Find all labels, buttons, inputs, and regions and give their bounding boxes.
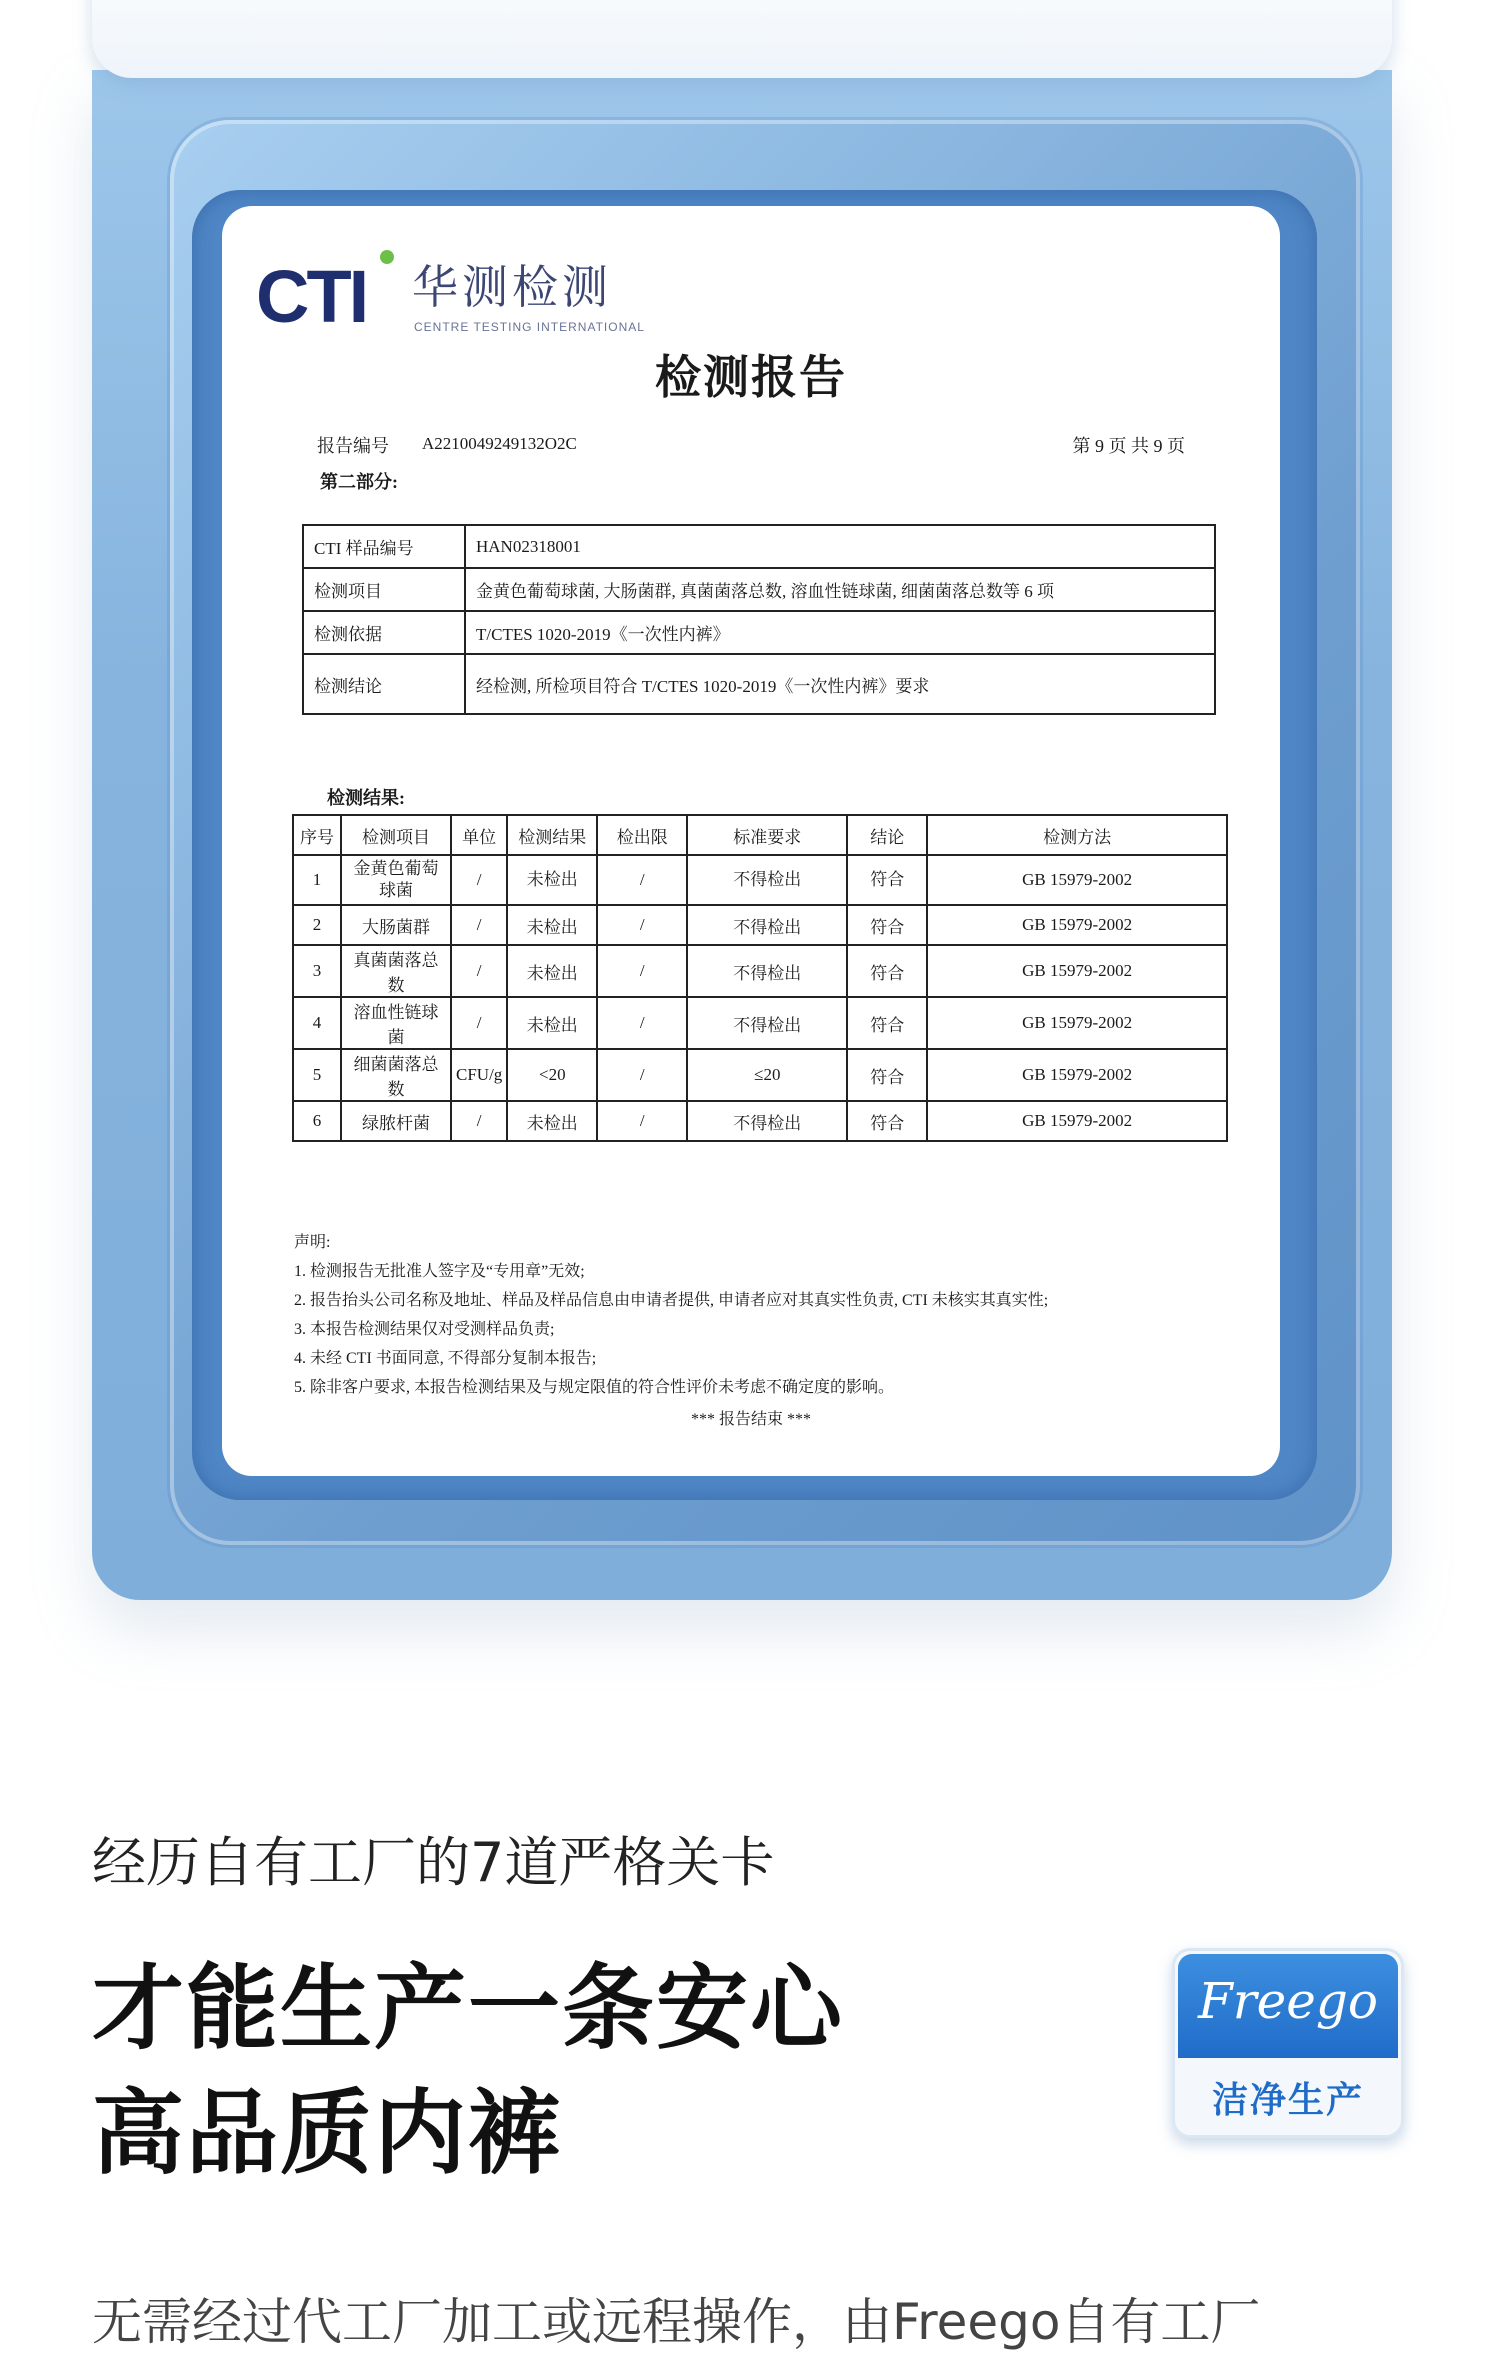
table-row: [293, 855, 1227, 905]
clean-production-badge: [1172, 1948, 1404, 2138]
report-end: *** 报告结束 ***: [690, 1411, 811, 1428]
table-cell: 1: [293, 855, 341, 905]
table-cell: 4: [293, 997, 341, 1049]
marketing-subhead: 经历自有工厂的7道严格关卡: [92, 1831, 775, 1894]
test-report-document: [222, 206, 1280, 1476]
info-value: 经检测, 所检项目符合 T/CTES 1020-2019《一次性内裤》要求: [465, 654, 1215, 714]
table-cell: ≤20: [687, 1049, 847, 1101]
table-cell: /: [451, 997, 507, 1049]
sample-info-table: [302, 524, 1216, 715]
report-number-label: 报告编号: [317, 436, 389, 456]
column-header: 检测项目: [341, 815, 451, 855]
results-label: 检测结果:: [327, 788, 405, 808]
table-cell: 不得检出: [687, 945, 847, 997]
table-cell: 不得检出: [687, 855, 847, 905]
info-key: 检测依据: [303, 611, 465, 654]
info-value: HAN02318001: [465, 525, 1215, 568]
page-info: 第 9 页 共 9 页: [1072, 436, 1185, 456]
table-cell: 不得检出: [687, 1101, 847, 1141]
table-cell: <20: [507, 1049, 597, 1101]
table-cell: 细菌菌落总数: [341, 1049, 451, 1101]
column-header: 标准要求: [687, 815, 847, 855]
table-cell: 大肠菌群: [341, 905, 451, 945]
table-cell: 不得检出: [687, 997, 847, 1049]
table-cell: 符合: [847, 905, 927, 945]
table-cell: 未检出: [507, 997, 597, 1049]
note-item: 5. 除非客户要求, 本报告检测结果及与规定限值的符合性评价未考虑不确定度的影响。: [294, 1379, 895, 1396]
table-cell: 符合: [847, 945, 927, 997]
table-row: [303, 525, 1215, 568]
table-row: [293, 1049, 1227, 1101]
marketing-bottom-line: 无需经过代工厂加工或远程操作，由Freego自有工厂: [92, 2293, 1261, 2351]
report-title: 检测报告: [655, 350, 847, 404]
freego-logo: Freego: [1198, 1972, 1378, 2030]
table-cell: 2: [293, 905, 341, 945]
table-cell: 6: [293, 1101, 341, 1141]
note-item: 2. 报告抬头公司名称及地址、样品及样品信息由申请者提供, 申请者应对其真实性负责, CTI 未核实其真实性;: [294, 1292, 1049, 1309]
table-row: [293, 945, 1227, 997]
table-cell: /: [597, 945, 687, 997]
table-cell: /: [597, 905, 687, 945]
info-key: CTI 样品编号: [303, 525, 465, 568]
table-cell: CFU/g: [451, 1049, 507, 1101]
column-header: 序号: [293, 815, 341, 855]
table-cell: /: [451, 1101, 507, 1141]
badge-top-panel: [1178, 1954, 1398, 2058]
table-row: [303, 611, 1215, 654]
declaration-notes: [294, 1228, 1048, 1402]
cti-logo-dot-icon: [380, 250, 394, 264]
info-key: 检测结论: [303, 654, 465, 714]
marketing-headline-2: 高品质内裤: [92, 2080, 563, 2187]
table-cell: 3: [293, 945, 341, 997]
top-card: [92, 0, 1392, 78]
table-cell: /: [451, 945, 507, 997]
table-cell: /: [451, 905, 507, 945]
table-header-row: [293, 815, 1227, 855]
table-row: [293, 1101, 1227, 1141]
table-cell: 金黄色葡萄球菌: [341, 855, 451, 905]
column-header: 检测方法: [927, 815, 1227, 855]
table-row: [293, 997, 1227, 1049]
table-cell: 绿脓杆菌: [341, 1101, 451, 1141]
column-header: 检测结果: [507, 815, 597, 855]
table-row: [303, 654, 1215, 714]
table-cell: 未检出: [507, 1101, 597, 1141]
part-label: 第二部分:: [320, 472, 398, 492]
table-cell: 符合: [847, 855, 927, 905]
info-value: 金黄色葡萄球菌, 大肠菌群, 真菌菌落总数, 溶血性链球菌, 细菌菌落总数等 6 项: [465, 568, 1215, 611]
cti-logo-en: CENTRE TESTING INTERNATIONAL: [414, 320, 645, 334]
info-key: 检测项目: [303, 568, 465, 611]
table-cell: GB 15979-2002: [927, 1049, 1227, 1101]
table-cell: GB 15979-2002: [927, 905, 1227, 945]
table-cell: 未检出: [507, 855, 597, 905]
column-header: 单位: [451, 815, 507, 855]
column-header: 结论: [847, 815, 927, 855]
cti-logo-cn: 华测检测: [412, 260, 612, 314]
column-header: 检出限: [597, 815, 687, 855]
table-cell: /: [597, 855, 687, 905]
table-cell: 未检出: [507, 945, 597, 997]
table-row: [303, 568, 1215, 611]
table-cell: /: [451, 855, 507, 905]
table-cell: 符合: [847, 1049, 927, 1101]
notes-title: 声明:: [294, 1234, 331, 1251]
table-cell: 真菌菌落总数: [341, 945, 451, 997]
report-number: A2210049249132O2C: [422, 434, 577, 453]
table-cell: GB 15979-2002: [927, 1101, 1227, 1141]
badge-label: 洁净生产: [1211, 2080, 1364, 2121]
table-cell: /: [597, 1101, 687, 1141]
results-table: [292, 814, 1228, 1142]
note-item: 4. 未经 CTI 书面同意, 不得部分复制本报告;: [294, 1350, 597, 1367]
table-row: [293, 905, 1227, 945]
table-cell: /: [597, 997, 687, 1049]
note-item: 1. 检测报告无批准人签字及“专用章”无效;: [294, 1263, 585, 1280]
table-cell: GB 15979-2002: [927, 945, 1227, 997]
table-cell: 符合: [847, 1101, 927, 1141]
table-cell: /: [597, 1049, 687, 1101]
table-cell: 溶血性链球菌: [341, 997, 451, 1049]
marketing-headline-1: 才能生产一条安心: [92, 1955, 845, 2062]
note-item: 3. 本报告检测结果仅对受测样品负责;: [294, 1321, 555, 1338]
info-value: T/CTES 1020-2019《一次性内裤》: [465, 611, 1215, 654]
table-cell: 符合: [847, 997, 927, 1049]
table-cell: 5: [293, 1049, 341, 1101]
table-cell: GB 15979-2002: [927, 997, 1227, 1049]
table-cell: 未检出: [507, 905, 597, 945]
table-cell: 不得检出: [687, 905, 847, 945]
table-cell: GB 15979-2002: [927, 855, 1227, 905]
cti-logo-mark: CTI: [256, 255, 367, 338]
